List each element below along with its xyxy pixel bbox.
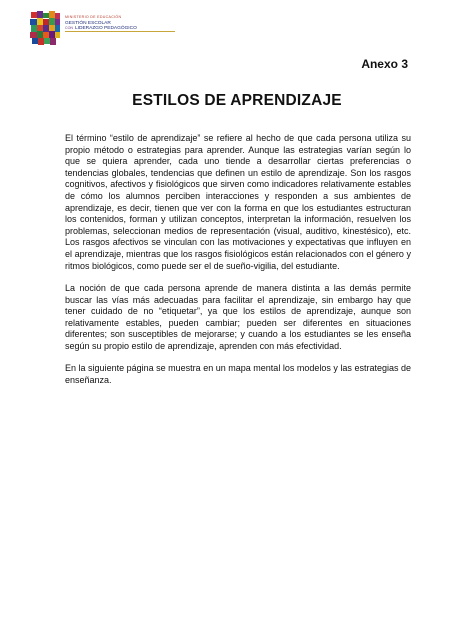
logo-liderazgo-label: LIDERAZGO PEDAGÓGICO [75, 26, 137, 32]
annex-label: Anexo 3 [361, 57, 408, 71]
logo-divider [65, 31, 175, 32]
paragraph-1: El término “estilo de aprendizaje” se refiere al hecho de que cada persona utiliza su propio método o estrategias para aprender. Aunque las estrategias varían según lo que se quiera aprender, cada uno tiende a desarrollar ciertas preferencias o tendencias globales, tendencias que definen un estilo de aprendizaje. Son los rasgos cognitivos, afectivos y fisiológicos que sirven como indicadores relativamente estables de cómo los alumnos perciben interacciones y responden a sus ambientes de aprendizaje, es decir, tienen que ver con la forma en que los estudiantes estructuran los contenidos, forman y utilizan conceptos, interpretan la información, resuelven los problemas, seleccionan medios de representación (visual, auditivo, kinestésico), etc. Los rasgos afectivos se vinculan con las motivaciones y expectativas que influyen en el aprendizaje, mientras que los rasgos fisiológicos están relacionados con el género y ritmos biológicos, como puede ser el de sueño-vigilia, del estudiante. [65, 133, 411, 271]
paragraph-2: La noción de que cada persona aprende de manera distinta a las demás permite buscar las vías más adecuadas para facilitar el aprendizaje, sin embargo hay que tener cuidado de no “etiquetar”, ya que los estilos de aprendizaje, aunque son relativamente estables, pueden cambiar; pueden ser diferentes en situaciones diferentes; son susceptibles de mejorarse; y cuando a los estudiantes se les enseña según su propio estilo de aprendizaje, aprenden con más efectividad. [65, 282, 411, 351]
paragraph-3: En la siguiente página se muestra en un mapa mental los modelos y las estrategias de enseñanza. [65, 363, 411, 385]
logo-ministry-text: MINISTERIO DE EDUCACIÓN [65, 15, 122, 19]
logo-con-text: CON [65, 26, 73, 31]
document-body [65, 133, 411, 397]
page-title: ESTILOS DE APRENDIZAJE [132, 92, 342, 109]
logo-text [65, 16, 189, 32]
logo-gestion-text: GESTIÓN ESCOLAR [65, 20, 111, 26]
ministry-logo [29, 10, 189, 50]
colorful-grid-logo-icon [29, 10, 61, 48]
